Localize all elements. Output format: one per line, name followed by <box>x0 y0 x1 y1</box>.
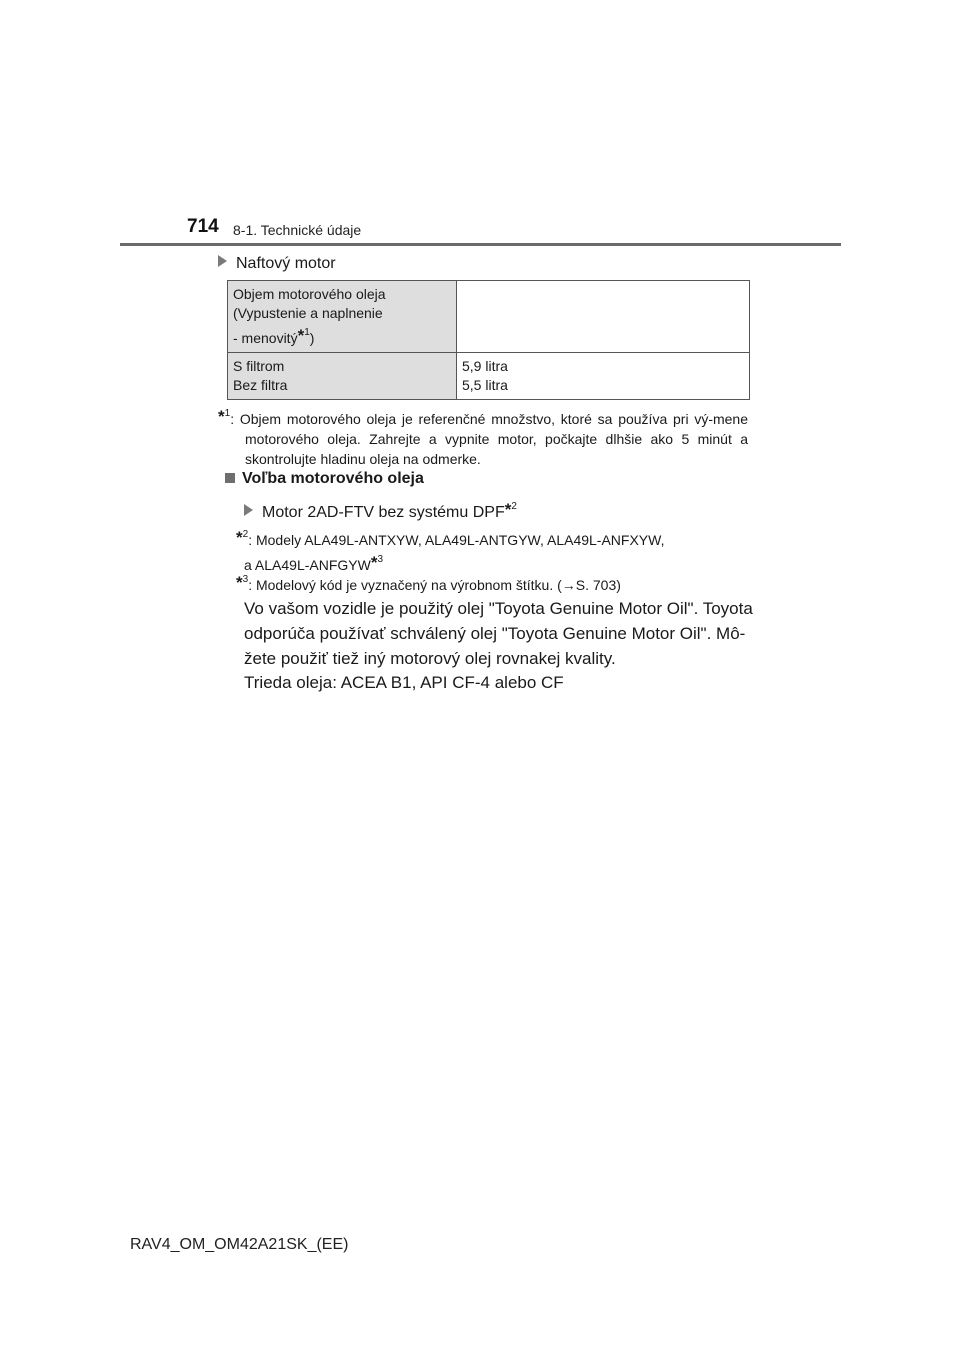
filter-value-cell <box>457 353 750 400</box>
table-row <box>228 353 750 400</box>
capacity-label-line2: (Vypustenie a naplnenie <box>233 305 383 321</box>
footnote-star: * <box>236 528 243 547</box>
footnote-1 <box>218 404 748 469</box>
footnote-3-text: : Modelový kód je vyznačený na výrobnom štítku. ( <box>248 577 562 593</box>
diesel-heading <box>218 255 336 273</box>
oil-choice-heading-text: Voľba motorového oleja <box>242 470 424 487</box>
with-filter-value: 5,9 litra <box>462 358 508 374</box>
diesel-heading-text: Naftový motor <box>236 255 336 272</box>
capacity-label-cell <box>228 281 457 353</box>
engine-subheading <box>244 500 517 522</box>
oil-paragraph-line3: žete použiť tiež iný motorový olej rovnakej kvality. <box>244 649 616 668</box>
footnote-star: * <box>370 553 378 572</box>
oil-grade: Trieda oleja: ACEA B1, API CF-4 alebo CF <box>244 673 564 692</box>
oil-paragraph-line1: Vo vašom vozidle je použitý olej "Toyota Genuine Motor Oil". Toyota <box>244 599 753 618</box>
footnote-2-line2: a ALA49L-ANFGYW <box>244 557 371 573</box>
section-title: 8-1. Technické údaje <box>233 222 362 238</box>
capacity-value-cell-empty <box>457 281 750 353</box>
footnote-star: * <box>504 500 512 519</box>
capacity-label-line3 <box>233 323 451 348</box>
footnote-star: * <box>218 407 225 426</box>
oil-paragraph <box>244 596 754 671</box>
engine-subheading-text: Motor 2AD-FTV bez systému DPF <box>262 504 505 521</box>
document-code: RAV4_OM_OM42A21SK_(EE) <box>130 1236 349 1253</box>
oil-choice-heading <box>225 470 424 488</box>
with-filter-label: S filtrom <box>233 358 285 374</box>
page-number: 714 <box>187 216 219 237</box>
footnote-1-text: : Objem motorového oleja je referenčné množstvo, ktoré sa používa pri vý-mene motorového oleja. Zahrejte a vypnite motor, počkajte dlhšie ako 5 minút a skontrolujte hladinu oleja na odmerke. <box>230 411 748 467</box>
footnote-number: 2 <box>242 529 249 540</box>
without-filter-value: 5,5 litra <box>462 377 508 393</box>
filter-label-cell <box>228 353 457 400</box>
triangle-bullet-icon <box>218 255 227 267</box>
header-rule <box>120 243 841 246</box>
capacity-label-line3-text: - menovitý <box>233 330 298 346</box>
footnote-3 <box>236 570 621 595</box>
footnote-2-line1: : Modely ALA49L-ANTXYW, ALA49L-ANTGYW, ALA49L-ANFXYW, <box>248 532 665 548</box>
footnote-number: 1 <box>224 408 231 419</box>
footnote-number: 3 <box>242 574 249 585</box>
capacity-label-close: ) <box>309 330 315 346</box>
footnote-number: 1 <box>304 327 310 338</box>
footnote-2 <box>236 525 664 575</box>
without-filter-label: Bez filtra <box>233 377 288 393</box>
oil-capacity-table <box>227 280 750 400</box>
table-row <box>228 281 750 353</box>
arrow-icon: → <box>561 577 576 593</box>
footnote-star: * <box>297 326 305 345</box>
page-reference-link[interactable]: S. 703) <box>575 577 621 593</box>
oil-paragraph-line2: odporúča používať schválený olej "Toyota Genuine Motor Oil". Mô- <box>244 624 746 643</box>
footnote-number: 2 <box>511 501 517 512</box>
square-bullet-icon <box>225 473 235 483</box>
capacity-label-line1: Objem motorového oleja <box>233 286 386 302</box>
footnote-number: 3 <box>377 554 384 565</box>
triangle-bullet-icon <box>244 504 253 516</box>
footnote-star: * <box>236 573 243 592</box>
